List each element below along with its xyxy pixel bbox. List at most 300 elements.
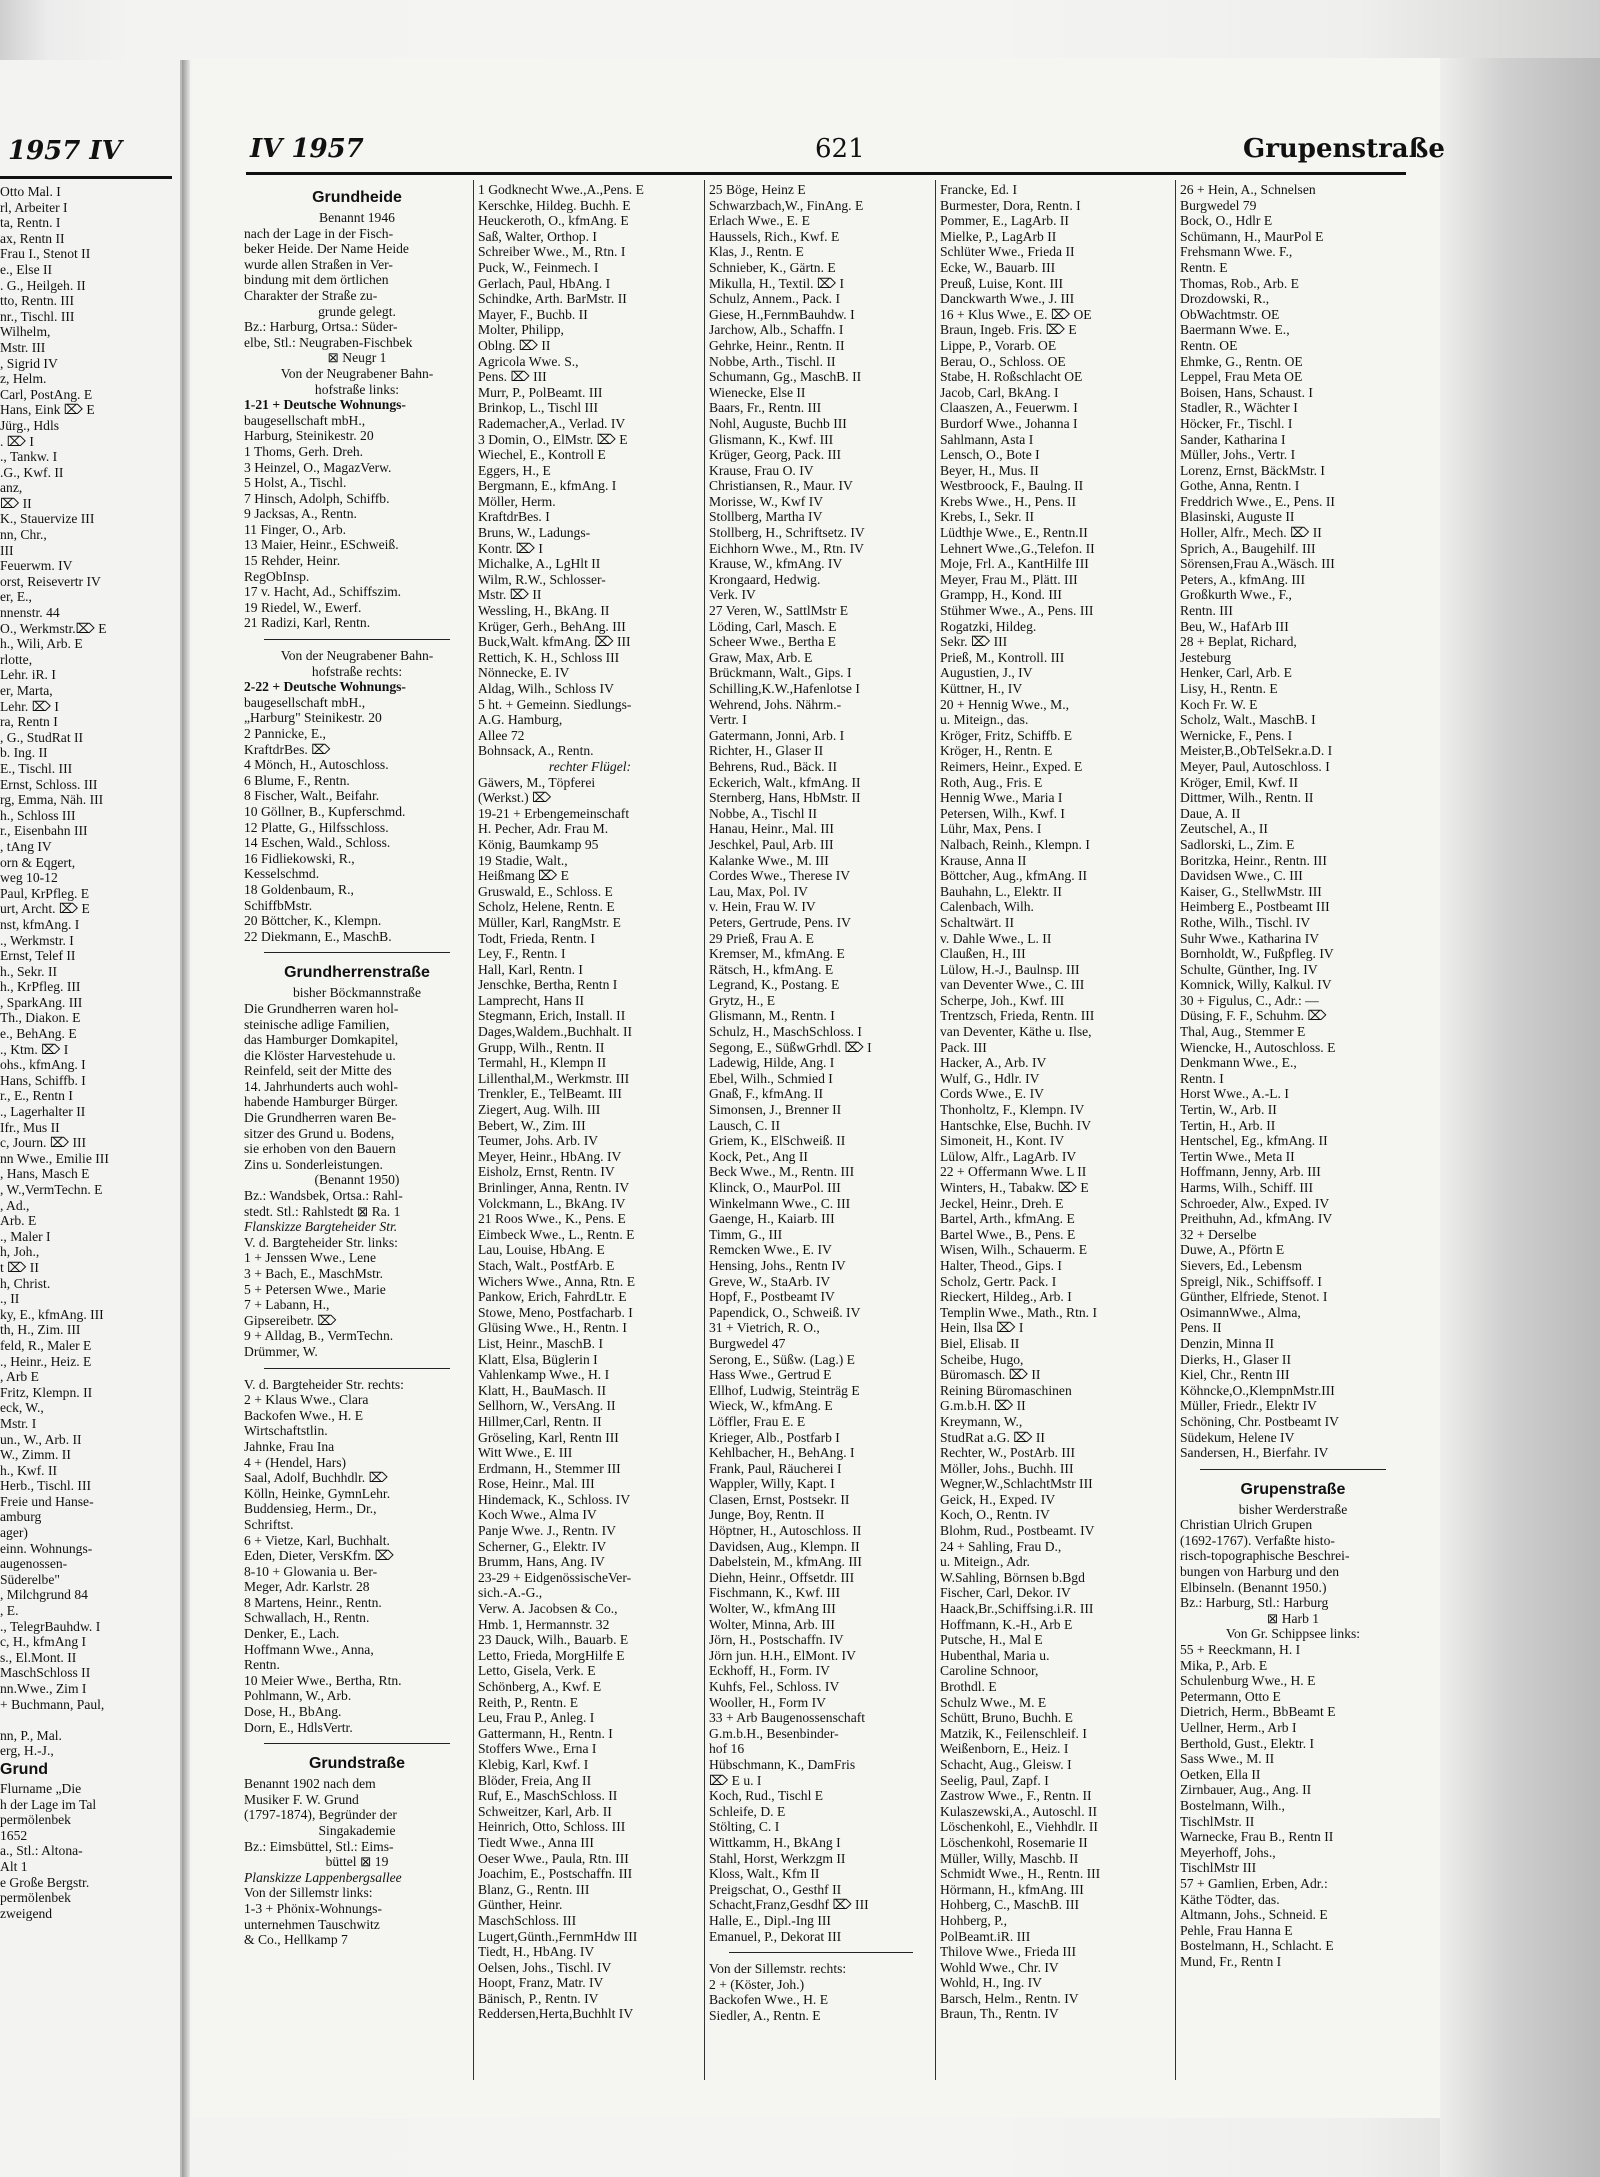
directory-entry: Hoffmann, Jenny, Arb. III	[1180, 1164, 1321, 1180]
directory-entry: Mayer, F., Buchb. II	[478, 306, 588, 322]
directory-entry: G.m.b.H. ⌦ II	[940, 1398, 1026, 1414]
directory-entry: 9 Jacksas, A., Rentn.	[244, 506, 357, 522]
directory-entry: Bostelmann, Wilh.,	[1180, 1797, 1285, 1813]
fragment-line: ., II	[0, 1291, 20, 1307]
directory-entry: Käthe Tödter, das.	[1180, 1891, 1280, 1907]
directory-entry: Brumm, Hans, Ang. IV	[478, 1554, 605, 1570]
directory-entry: Uellner, Herm., Arb I	[1180, 1720, 1297, 1735]
directory-entry: Eimbeck Wwe., L., Rentn. E	[478, 1226, 635, 1242]
directory-entry: Harms, Wilh., Schiff. III	[1180, 1180, 1313, 1195]
directory-entry: Lülow, H.-J., Baulnsp. III	[940, 961, 1080, 977]
directory-entry: Griem, K., ElSchweiß. II	[709, 1133, 846, 1149]
directory-entry: Pommer, E., LagArb. II	[940, 213, 1069, 229]
directory-entry: Baermann Wwe. E.,	[1180, 322, 1290, 338]
directory-entry: Pens. ⌦ III	[478, 369, 547, 385]
directory-entry: 19-21 + Erbengemeinschaft	[478, 805, 630, 821]
directory-entry: Kreymann, W.,	[940, 1413, 1023, 1429]
fragment-line: Lehr. iR. I	[0, 667, 56, 683]
street-note: Flanskizze Bargteheider Str.	[244, 1219, 398, 1235]
directory-entry: 6 + Vietze, Karl, Buchhalt.	[244, 1532, 390, 1548]
street-heading: Grundherrenstraße	[284, 964, 430, 982]
directory-entry: Stollberg, Martha IV	[709, 509, 823, 525]
directory-entry: 27 Veren, W., SattlMstr E	[709, 603, 849, 619]
directory-entry: Schnieber, K., Gärtn. E	[709, 259, 836, 275]
directory-entry: Lau, Max, Pol. IV	[709, 883, 808, 899]
directory-entry: Dose, H., BbAng.	[244, 1704, 342, 1720]
directory-entry: Dittmer, Wilh., Rentn. II	[1180, 790, 1314, 806]
directory-entry: Eichhorn Wwe., M., Rtn. IV	[709, 540, 864, 556]
directory-entry: Matzik, K., Feilenschleif. I	[940, 1725, 1087, 1741]
directory-entry: Stahl, Horst, Werkzgm II	[709, 1850, 846, 1866]
directory-entry: Schacht,Franz,Gesdhf ⌦ III	[709, 1897, 869, 1913]
directory-entry: Braun, Th., Rentn. IV	[940, 2006, 1059, 2022]
street-note: hofstraße links:	[314, 381, 400, 397]
fragment-line: ky, E., kfmAng. III	[0, 1306, 104, 1322]
directory-entry: Rätsch, H., kfmAng. E	[709, 961, 834, 977]
directory-entry: A.G. Hamburg,	[478, 712, 563, 728]
fragment-line: nn, Chr.,	[0, 527, 47, 543]
directory-entry: Lüdthje Wwe., E., Rentn.II	[940, 525, 1088, 541]
directory-entry: Gröseling, Karl, Rentn III	[478, 1429, 619, 1445]
directory-entry: Günther, Elfriede, Stenot. I	[1180, 1289, 1328, 1305]
directory-entry: Gaenge, H., Kaiarb. III	[709, 1211, 835, 1227]
street-note: ⊠ Neugr 1	[327, 350, 387, 366]
directory-entry: Clasen, Ernst, Postsekr. II	[709, 1491, 850, 1507]
directory-entry: 31 + Vietrich, R. O.,	[709, 1320, 820, 1336]
fragment-line: Mstr. I	[0, 1415, 37, 1431]
directory-entry: Mika, P., Arb. E	[1180, 1657, 1268, 1673]
fragment-line: Herb., Tischl. III	[0, 1478, 92, 1494]
fragment-line: Jürg., Hdls	[0, 417, 60, 433]
directory-entry: Teumer, Johs. Arb. IV	[478, 1133, 599, 1149]
directory-entry: Eggers, H., E	[478, 462, 551, 478]
directory-entry: ⌦ E u. I	[709, 1772, 762, 1788]
directory-entry: Graw, Max, Arb. E	[709, 649, 813, 665]
street-header: Grupenstraße	[1243, 134, 1445, 164]
directory-entry: Backofen Wwe., H. E	[244, 1407, 364, 1423]
directory-entry: Eisholz, Ernst, Rentn. IV	[478, 1164, 615, 1180]
directory-entry: 15 Rehder, Heinr.	[244, 553, 341, 569]
directory-column-3	[709, 182, 933, 2072]
directory-entry: Gerlach, Paul, HbAng. I	[478, 275, 611, 291]
directory-entry: Bauhahn, L., Elektr. II	[940, 883, 1062, 899]
directory-entry: Simonsen, J., Brenner II	[709, 1102, 842, 1118]
directory-entry: 2-22 + Deutsche Wohnungs-	[244, 679, 406, 695]
directory-entry: Meyer, Heinr., HbAng. IV	[478, 1148, 622, 1164]
directory-entry: Wienecke, Else II	[709, 384, 806, 400]
directory-entry: Von der Sillemstr. rechts:	[709, 1961, 847, 1977]
street-note: ⊠ Harb 1	[1266, 1610, 1320, 1626]
fragment-line: Fritz, Klempn. II	[0, 1384, 93, 1400]
directory-entry: Krebs Wwe., H., Pens. II	[940, 493, 1077, 509]
directory-entry: Weißenborn, E., Heiz. I	[940, 1741, 1069, 1757]
directory-entry: Böttcher, Aug., kfmAng. II	[940, 868, 1088, 884]
fragment-line: Ernst, Telef II	[0, 948, 76, 964]
directory-entry: Hensing, Johs., Rentn IV	[709, 1257, 846, 1273]
directory-entry: Zeutschel, A., II	[1180, 821, 1268, 837]
directory-entry: Berthold, Gust., Elektr. I	[1180, 1735, 1315, 1751]
directory-entry: Hantschke, Else, Buchh. IV	[940, 1117, 1092, 1133]
directory-entry: Bock, O., Hdlr E	[1180, 213, 1273, 229]
directory-entry: Schwarzbach,W., FinAng. E	[709, 197, 864, 213]
directory-entry: Krause, W., kfmAng. IV	[709, 556, 843, 572]
left-fragment-column	[0, 184, 168, 1921]
directory-entry: wurde allen Straßen in Ver-	[244, 256, 393, 272]
directory-entry: 9 + Alldag, B., VermTechn.	[244, 1328, 394, 1344]
fragment-line: erg, H.-J.,	[0, 1743, 54, 1759]
directory-entry: Wolter, Minna, Arb. III	[709, 1616, 835, 1632]
directory-entry: Schulenburg Wwe., H. E	[1180, 1673, 1316, 1689]
directory-entry: Stölting, C. I	[709, 1819, 780, 1835]
fragment-line: e., Else II	[0, 261, 53, 277]
directory-entry: Oetken, Ella II	[1180, 1766, 1261, 1782]
fragment-line: c, H., kfmAng I	[0, 1634, 87, 1650]
directory-entry: Grupp, Wilh., Rentn. II	[478, 1039, 605, 1055]
directory-entry: Reining Büromaschinen	[940, 1382, 1072, 1398]
directory-entry: bungen von Harburg und den	[1180, 1564, 1340, 1580]
directory-entry: 21 Roos Wwe., K., Pens. E	[478, 1211, 626, 1227]
directory-entry: Ziegert, Aug. Wilh. III	[478, 1102, 601, 1118]
fragment-line: + Buchmann, Paul,	[0, 1696, 105, 1712]
directory-entry: Klebig, Karl, Kwf. I	[478, 1756, 589, 1772]
directory-entry: PolBeamt.iR. III	[940, 1928, 1031, 1944]
fragment-line: , Arb E	[0, 1369, 39, 1385]
directory-entry: Hacker, A., Arb. IV	[940, 1055, 1047, 1071]
directory-entry: Scherpe, Joh., Kwf. III	[940, 992, 1065, 1008]
directory-entry: Reddersen,Herta,Buchhlt IV	[478, 2006, 634, 2022]
directory-entry: Nobbe, A., Tischl II	[709, 805, 818, 821]
directory-entry: Löschenkohl, Rosemarie II	[940, 1834, 1088, 1850]
directory-entry: Schilling,K.W.,Hafenlotse I	[709, 681, 860, 696]
directory-entry: Benannt 1902 nach dem	[244, 1776, 376, 1792]
directory-entry: Krieger, Alb., Postfarb I	[709, 1429, 840, 1445]
directory-entry: Schulz, Annem., Pack. I	[709, 291, 841, 307]
directory-entry: Glismann, M., Rentn. I	[709, 1008, 835, 1024]
directory-entry: 4 + (Hendel, Hars)	[244, 1454, 347, 1470]
directory-entry: 32 + Derselbe	[1180, 1226, 1257, 1242]
directory-entry: Ebel, Wilh., Schmied I	[709, 1070, 833, 1086]
directory-entry: Jacob, Carl, BkAng. I	[940, 384, 1059, 400]
directory-entry: Bz.: Eimsbüttel, Stl.: Eims-	[244, 1838, 394, 1854]
fragment-line: , Ad.,	[0, 1197, 30, 1213]
directory-entry: Gehrke, Heinr., Rentn. II	[709, 337, 845, 353]
directory-entry: Klas, J., Rentn. E	[709, 244, 804, 260]
directory-entry: (1692-1767). Verfaßte histo-	[1180, 1532, 1335, 1548]
street-note: Von der Neugrabener Bahn-	[280, 365, 434, 381]
directory-entry: Spreigl, Nik., Schiffsoff. I	[1180, 1273, 1322, 1289]
directory-entry: u. Miteign., das.	[940, 712, 1029, 728]
directory-entry: Beck Wwe., M., Rentn. III	[709, 1164, 855, 1180]
directory-entry: Altmann, Johs., Schneid. E	[1180, 1907, 1328, 1923]
directory-entry: Scholz, Gertr. Pack. I	[940, 1273, 1057, 1289]
directory-entry: Petermann, Otto E	[1180, 1688, 1281, 1704]
directory-entry: Ecke, W., Bauarb. III	[940, 259, 1056, 275]
directory-entry: Biel, Elisab. II	[940, 1335, 1020, 1351]
directory-entry: Allee 72	[478, 727, 525, 743]
directory-entry: V. d. Bargteheider Str. rechts:	[244, 1376, 404, 1392]
directory-entry: Wittkamm, H., BkAng I	[709, 1834, 841, 1850]
directory-entry: Buck,Walt. kfmAng. ⌦ III	[478, 634, 631, 650]
fragment-line: . ⌦ I	[0, 433, 34, 449]
directory-entry: 14 Eschen, Wald., Schloss.	[244, 835, 391, 851]
directory-entry: Wessling, H., BkAng. II	[478, 603, 610, 619]
directory-entry: Preithuhn, Ad., kfmAng. IV	[1180, 1211, 1333, 1227]
directory-entry: Wichers Wwe., Anna, Rtn. E	[478, 1273, 636, 1289]
directory-entry: Witt Wwe., E. III	[478, 1445, 573, 1461]
directory-entry: Krause, Anna II	[940, 852, 1027, 868]
directory-entry: Hörmann, H., kfmAng. III	[940, 1881, 1084, 1897]
directory-entry: Segong, E., SüßwGrhdl. ⌦ I	[709, 1039, 872, 1055]
fragment-line: Feuerwm. IV	[0, 558, 73, 574]
fragment-line	[0, 1712, 168, 1728]
street-note: Von der Neugrabener Bahn-	[280, 648, 434, 664]
directory-entry: Bz.: Harburg, Ortsa.: Süder-	[244, 319, 398, 335]
fragment-line: er, Marta,	[0, 683, 53, 698]
directory-entry: Dorn, E., HdlsVertr.	[244, 1719, 353, 1735]
section-divider	[264, 1743, 450, 1744]
directory-entry: Schümann, H., MaurPol E	[1180, 228, 1324, 244]
directory-entry: Nobbe, Arth., Tischl. II	[709, 353, 836, 369]
directory-entry: Aldag, Wilh., Schloss IV	[478, 681, 614, 696]
directory-entry: baugesellschaft mbH.,	[244, 694, 366, 710]
directory-entry: Schmidt Wwe., H., Rentn. III	[940, 1866, 1101, 1882]
directory-entry: Davidsen, Aug., Klempn. II	[709, 1538, 860, 1554]
directory-entry: Koch Fr. W. E	[1180, 696, 1258, 712]
directory-entry: Brückmann, Walt., Gips. I	[709, 665, 852, 681]
directory-entry: Halter, Theod., Gips. I	[940, 1257, 1062, 1273]
directory-entry: 20 + Hennig Wwe., M.,	[940, 696, 1069, 712]
directory-entry: Büromasch. ⌦ II	[940, 1367, 1041, 1383]
directory-entry: Scheer Wwe., Bertha E	[709, 634, 836, 650]
fragment-line: , Milchgrund 84	[0, 1587, 88, 1603]
directory-entry: „Harburg" Steinikestr. 20	[244, 710, 382, 726]
directory-entry: Leppel, Frau Meta OE	[1180, 369, 1303, 385]
directory-entry: Harburg, Steinikestr. 20	[244, 428, 374, 444]
directory-entry: Wohld, H., Ing. IV	[940, 1975, 1042, 1991]
fragment-line: ., Maler I	[0, 1228, 51, 1244]
fragment-line: zweigend	[0, 1905, 53, 1921]
directory-entry: Lorenz, Ernst, BäckMstr. I	[1180, 462, 1325, 478]
directory-entry: Meister,B.,ObTelSekr.a.D. I	[1180, 743, 1333, 759]
directory-entry: 14. Jahrhunderts auch wohl-	[244, 1078, 399, 1094]
directory-entry: Löding, Carl, Masch. E	[709, 618, 837, 634]
fragment-line: nnenstr. 44	[0, 605, 60, 621]
directory-entry: Beyer, H., Mus. II	[940, 462, 1039, 478]
directory-entry: Morisse, W., Kwf IV	[709, 493, 824, 509]
directory-entry: Lillenthal,M., Werkmstr. III	[478, 1070, 630, 1086]
directory-entry: unternehmen Tauschwitz	[244, 1916, 380, 1932]
fragment-line: Süderelbe"	[0, 1571, 60, 1587]
directory-entry: Oelsen, Johs., Tischl. IV	[478, 1959, 612, 1975]
directory-entry: Schütt, Bruno, Buchh. E	[940, 1710, 1073, 1726]
directory-entry: Wernicke, F., Pens. I	[1180, 727, 1293, 743]
directory-entry: Bergmann, E., kfmAng. I	[478, 478, 617, 494]
street-note: Singakademie	[318, 1823, 396, 1838]
directory-entry: Reinfeld, seit der Mitte des	[244, 1063, 392, 1079]
street-heading: Grundheide	[312, 189, 402, 206]
directory-entry: Rogatzki, Hildeg.	[940, 618, 1037, 634]
page-number: 621	[815, 134, 865, 164]
directory-entry: Burgwedel 79	[1180, 197, 1257, 213]
directory-entry: Hillmer,Carl, Rentn. II	[478, 1413, 602, 1429]
directory-entry: Kuhfs, Fel., Schloss. IV	[709, 1679, 840, 1694]
directory-entry: Schreiber Wwe., M., Rtn. I	[478, 244, 626, 260]
directory-entry: Eckhoff, H., Form. IV	[709, 1663, 830, 1679]
directory-entry: Stoffers Wwe., Erna I	[478, 1741, 597, 1757]
fragment-line: E., Tischl. III	[0, 760, 73, 776]
directory-entry: Meger, Adr. Karlstr. 28	[244, 1579, 370, 1595]
directory-entry: Kaiser, G., StellwMstr. III	[1180, 883, 1322, 899]
directory-entry: Tiedt Wwe., Anna III	[478, 1834, 594, 1850]
directory-entry: Buddensieg, Herm., Dr.,	[244, 1501, 377, 1517]
directory-entry: Calenbach, Wilh.	[940, 899, 1034, 915]
directory-entry: Greve, W., StaArb. IV	[709, 1273, 831, 1289]
directory-entry: Horst Wwe., A.-L. I	[1180, 1086, 1289, 1102]
column-divider	[704, 180, 705, 2080]
directory-entry: Haack,Br.,Schiffsing.i.R. III	[940, 1601, 1094, 1617]
street-note: grunde gelegt.	[318, 303, 396, 319]
directory-entry: Molter, Philipp,	[478, 322, 564, 338]
street-note: bisher Böckmannstraße	[293, 985, 421, 1001]
directory-entry: Halle, E., Dipl.-Ing III	[709, 1912, 831, 1928]
fragment-line: ., Ktm. ⌦ I	[0, 1041, 69, 1057]
directory-entry: Dierks, H., Glaser II	[1180, 1351, 1291, 1367]
directory-entry: Sahlmann, Asta I	[940, 431, 1034, 447]
directory-entry: 8 Martens, Heinr., Rentn.	[244, 1594, 382, 1610]
directory-entry: Elbinseln. (Benannt 1950.)	[1180, 1579, 1327, 1595]
directory-entry: Diehn, Heinr., Offsetdr. III	[709, 1569, 855, 1585]
directory-entry: MaschSchloss. III	[478, 1912, 577, 1928]
directory-entry: Thonholtz, F., Klempn. IV	[940, 1102, 1085, 1118]
fragment-line: h., Schloss III	[0, 807, 76, 823]
directory-entry: Tiedt, H., HbAng. IV	[478, 1944, 595, 1960]
directory-entry: 3 + Bach, E., MaschMstr.	[244, 1266, 384, 1281]
directory-entry: Papendick, O., Schweiß. IV	[709, 1304, 861, 1320]
fragment-line: , SparkAng. III	[0, 994, 83, 1010]
directory-entry: ObWachtmstr. OE	[1180, 306, 1280, 322]
fragment-line: h, Christ.	[0, 1275, 51, 1291]
directory-entry: 19 Stadie, Walt.,	[478, 852, 568, 868]
directory-entry: stedt. Stl.: Rahlstedt ⊠ Ra. 1	[244, 1203, 401, 1219]
directory-entry: Preigschat, O., Gesthf II	[709, 1881, 842, 1897]
directory-entry: 4 Mönch, H., Autoschloss.	[244, 757, 389, 773]
fragment-line: e Große Bergstr.	[0, 1874, 90, 1890]
directory-entry: Schönberg, A., Kwf. E	[478, 1679, 602, 1694]
directory-entry: Jörn, H., Postschaffn. IV	[709, 1632, 844, 1648]
directory-entry: RegObInsp.	[244, 568, 310, 584]
directory-entry: (1797-1874), Begründer der	[244, 1807, 397, 1823]
street-note: hofstraße rechts:	[311, 663, 403, 679]
directory-entry: Lensch, O., Bote I	[940, 447, 1040, 463]
directory-entry: Henker, Carl, Arb. E	[1180, 665, 1292, 681]
directory-entry: Lisy, H., Rentn. E	[1180, 681, 1278, 696]
directory-entry: Koch, Rud., Tischl E	[709, 1788, 824, 1804]
directory-entry: Kiel, Chr., Rentn III	[1180, 1367, 1290, 1383]
directory-entry: Meyer, Paul, Autoschloss. I	[1180, 758, 1330, 774]
street-note: rechter Flügel:	[548, 758, 632, 774]
directory-entry: Todt, Frieda, Rentn. I	[478, 930, 595, 946]
directory-entry: Bornholdt, W., Fußpfleg. IV	[1180, 946, 1334, 962]
directory-entry: Braun, Ingeb. Fris. ⌦ E	[940, 322, 1077, 338]
directory-entry: Wappler, Willy, Kapt. I	[709, 1476, 835, 1492]
directory-entry: Heimberg E., Postbeamt III	[1180, 899, 1330, 915]
directory-entry: Roth, Aug., Fris. E	[940, 774, 1043, 790]
directory-entry: Klatt, Elsa, Büglerin I	[478, 1351, 598, 1367]
directory-entry: Wolter, W., kfmAng III	[709, 1601, 836, 1617]
directory-entry: Rentn. I	[1180, 1070, 1224, 1086]
directory-entry: Hein, Ilsa ⌦ I	[940, 1320, 1024, 1336]
directory-entry: Lülow, Alfr., LagArb. IV	[940, 1148, 1077, 1164]
directory-entry: Peters, Gertrude, Pens. IV	[709, 914, 851, 930]
directory-entry: Zins u. Sonderleistungen.	[244, 1156, 383, 1172]
directory-entry: 2 Pannicke, E.,	[244, 726, 326, 741]
directory-entry: Schaltwärt. II	[940, 914, 1014, 930]
directory-entry: 3 Heinzel, O., MagazVerw.	[244, 459, 392, 475]
directory-entry: Blohm, Rud., Postbeamt. IV	[940, 1523, 1095, 1539]
left-header-rule	[0, 176, 172, 179]
directory-entry: 1 Godknecht Wwe.,A.,Pens. E	[478, 182, 644, 197]
directory-entry: Gnaß, F., kfmAng. II	[709, 1086, 824, 1102]
directory-entry: Schulz Wwe., M. E	[940, 1694, 1047, 1710]
directory-entry: Drümmer, W.	[244, 1343, 318, 1359]
directory-entry: 1 Thoms, Gerh. Dreh.	[244, 443, 364, 459]
fragment-line: urt, Archt. ⌦ E	[0, 901, 90, 917]
directory-entry: Ley, F., Rentn. I	[478, 946, 566, 962]
directory-entry: Stach, Walt., PostfArb. E	[478, 1257, 615, 1273]
directory-entry: Lühr, Max, Pens. I	[940, 821, 1042, 837]
directory-entry: W.Sahling, Börnsen b.Bgd	[940, 1569, 1085, 1585]
directory-entry: Puck, W., Feinmech. I	[478, 259, 599, 275]
fragment-line: a., Stl.: Altona-	[0, 1843, 83, 1859]
directory-entry: Schulz, H., MaschSchloss. I	[709, 1024, 862, 1040]
fragment-line: , Hans, Masch E	[0, 1166, 90, 1182]
directory-entry: Scholz, Helene, Rentn. E	[478, 899, 615, 915]
directory-entry: Hubenthal, Maria u.	[940, 1647, 1050, 1663]
fragment-line: t ⌦ II	[0, 1259, 39, 1275]
right-page-year: IV 1957	[250, 134, 364, 164]
fragment-line: 1652	[0, 1827, 28, 1843]
directory-entry: KraftdrBes. I	[478, 509, 550, 525]
directory-entry: 21 Radizi, Karl, Rentn.	[244, 615, 371, 631]
fragment-line: Alt 1	[0, 1858, 28, 1874]
fragment-line: augenossen-	[0, 1556, 68, 1572]
directory-entry: van Deventer, Käthe u. Ilse,	[940, 1024, 1092, 1040]
directory-entry: Hoopt, Franz, Matr. IV	[478, 1975, 604, 1991]
directory-entry: Frank, Paul, Räucherei I	[709, 1460, 842, 1476]
directory-entry: 17 v. Hacht, Ad., Schiffszim.	[244, 584, 402, 600]
directory-entry: StudRat a.G. ⌦ II	[940, 1429, 1045, 1445]
directory-entry: Blasinski, Auguste II	[1180, 509, 1295, 525]
fragment-line: Otto Mal. I	[0, 184, 61, 199]
fragment-line: ., Heinr., Heiz. E	[0, 1353, 92, 1369]
directory-entry: Christiansen, R., Maur. IV	[709, 478, 853, 494]
directory-entry: Boritzka, Heinr., Rentn. III	[1180, 852, 1327, 868]
fragment-line: orn & Eqgert,	[0, 854, 76, 870]
directory-entry: Legrand, K., Postang. E	[709, 977, 840, 993]
directory-entry: Kontr. ⌦ I	[478, 540, 543, 556]
directory-entry: 1 + Jenssen Wwe., Lene	[244, 1250, 376, 1266]
directory-entry: Christian Ulrich Grupen	[1180, 1517, 1313, 1533]
directory-entry: G.m.b.H., Besenbinder-	[709, 1725, 839, 1741]
directory-entry: Hanau, Heinr., Mal. III	[709, 821, 834, 837]
street-note: büttel ⊠ 19	[325, 1854, 389, 1870]
fragment-line: nst, kfmAng. I	[0, 916, 80, 932]
fragment-line: , tAng IV	[0, 838, 52, 854]
directory-entry: 8-10 + Glowania u. Ber-	[244, 1563, 378, 1579]
directory-entry: Wisen, Wilh., Schauerm. E	[940, 1242, 1088, 1258]
directory-entry: Stühmer Wwe., A., Pens. III	[940, 603, 1094, 619]
directory-entry: Von der Sillemstr links:	[244, 1885, 373, 1901]
